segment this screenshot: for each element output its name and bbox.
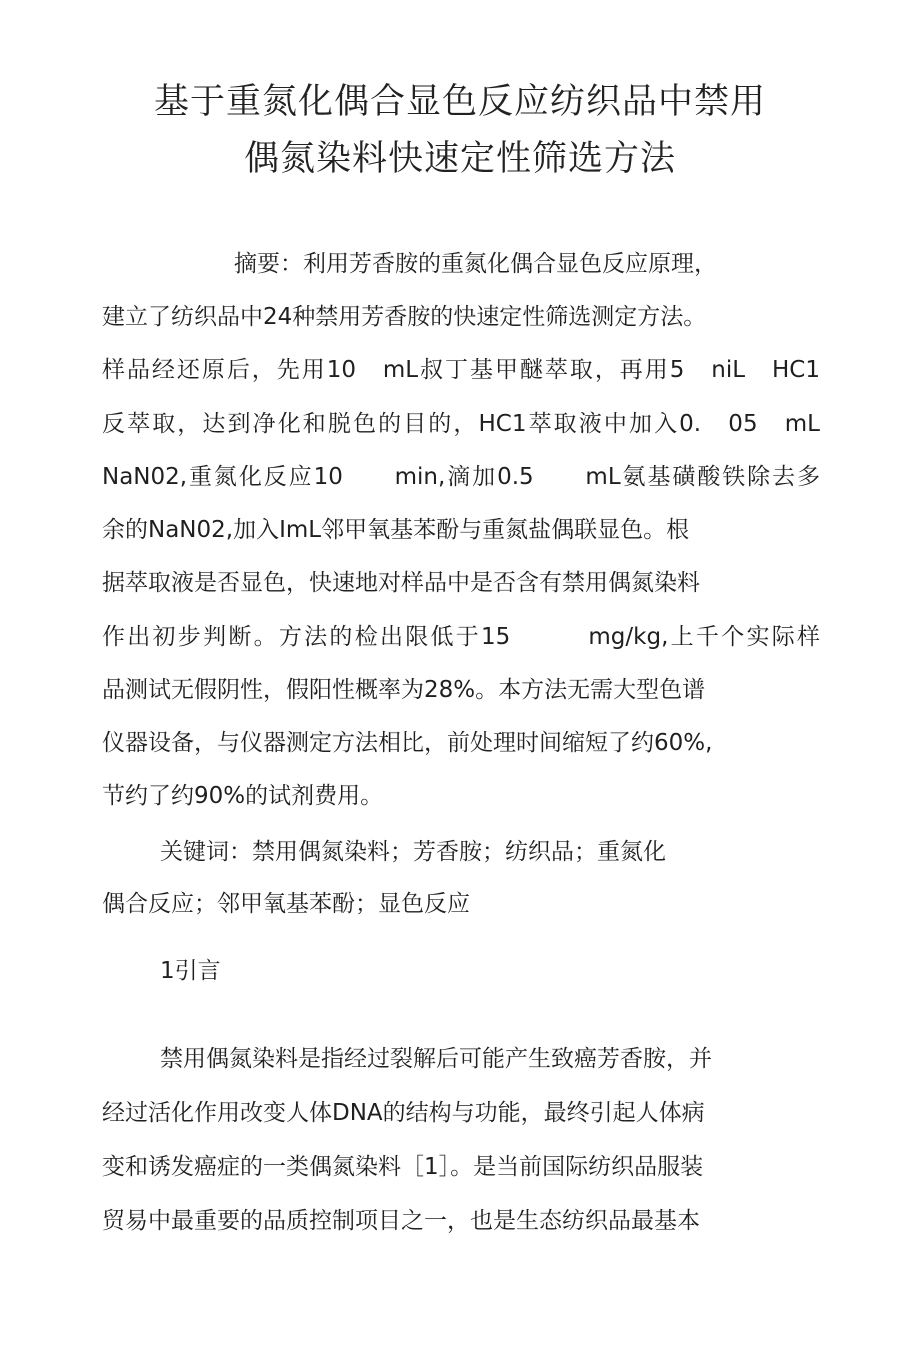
- keywords-line: 关键词：禁用偶氮染料；芳香胺；纺织品；重氮化: [160, 839, 666, 865]
- abstract-line: 样品经还原后，先用10 mL叔丁基甲醚萃取，再用5 niL HC1: [102, 357, 820, 383]
- abstract-line: NaN02,重氮化反应10 min,滴加0.5 mL氨基磺酸铁除去多: [102, 464, 820, 490]
- abstract-line: 仪器设备，与仪器测定方法相比，前处理时间缩短了约60%,: [102, 730, 713, 756]
- abstract-line: 据萃取液是否显色，快速地对样品中是否含有禁用偶氮染料: [102, 570, 700, 596]
- document-title-line-1: 基于重氮化偶合显色反应纺织品中禁用: [153, 82, 766, 122]
- body-line: 经过活化作用改变人体DNA的结构与功能，最终引起人体病: [102, 1100, 705, 1126]
- abstract-line: 余的NaN02,加入ImL邻甲氧基苯酚与重氮盐偶联显色。根: [102, 517, 690, 543]
- abstract-line: 节约了约90%的试剂费用。: [102, 783, 384, 809]
- abstract-line: 摘要：利用芳香胺的重氮化偶合显色反应原理，: [234, 251, 717, 277]
- section-heading: 1引言: [160, 958, 221, 984]
- document-title-line-2: 偶氮染料快速定性筛选方法: [243, 139, 676, 179]
- keywords-line: 偶合反应；邻甲氧基苯酚；显色反应: [102, 891, 470, 917]
- body-line: 禁用偶氮染料是指经过裂解后可能产生致癌芳香胺，并: [160, 1046, 712, 1072]
- body-line: 变和诱发癌症的一类偶氮染料［1］。是当前国际纺织品服装: [102, 1154, 704, 1180]
- abstract-line: 作出初步判断。方法的检出限低于15 mg/kg,上千个实际样: [102, 624, 820, 650]
- abstract-line: 品测试无假阴性，假阳性概率为28%。本方法无需大型色谱: [102, 677, 706, 703]
- abstract-line: 建立了纺织品中24种禁用芳香胺的快速定性筛选测定方法。: [102, 304, 707, 330]
- abstract-line: 反萃取，达到净化和脱色的目的，HC1萃取液中加入0. 05 mL: [102, 411, 820, 437]
- body-line: 贸易中最重要的品质控制项目之一，也是生态纺织品最基本: [102, 1208, 700, 1234]
